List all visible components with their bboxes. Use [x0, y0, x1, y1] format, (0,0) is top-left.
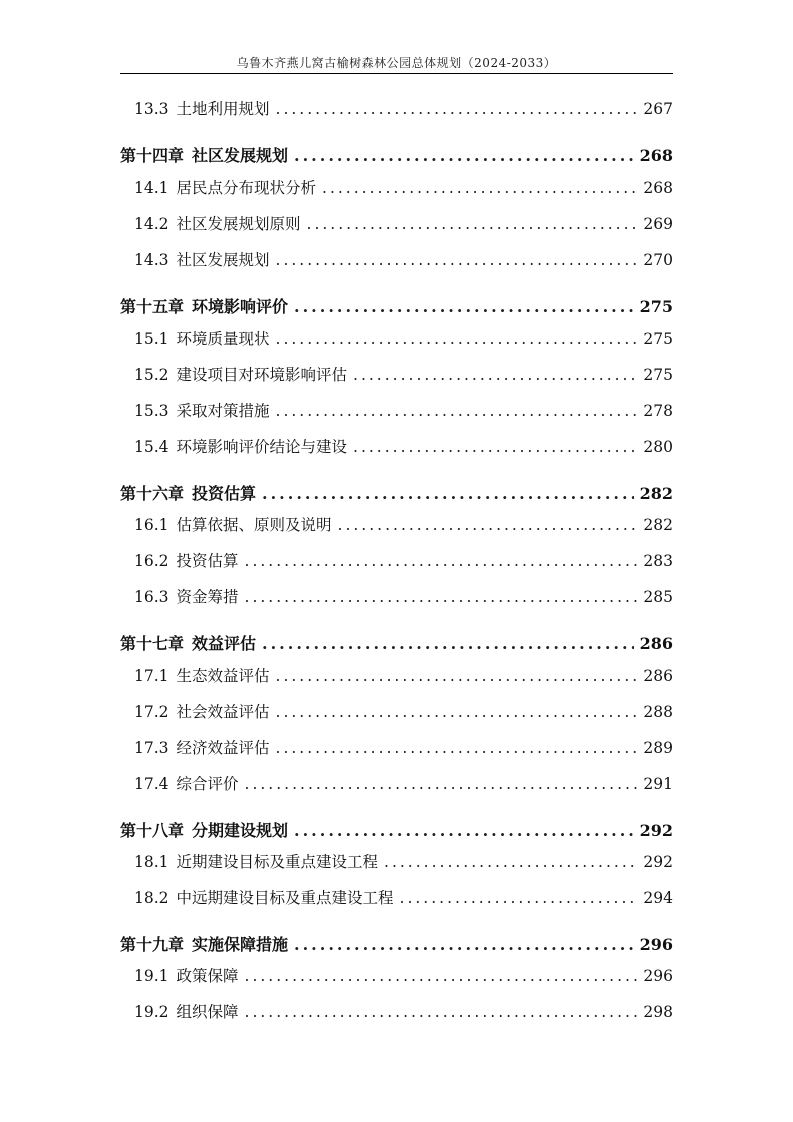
toc-leader-dots	[276, 251, 638, 269]
toc-chapter-page: 268	[639, 146, 673, 165]
toc-entry[interactable]	[134, 363, 673, 385]
toc-leader-dots	[262, 484, 634, 503]
toc-entry-number: 19.1	[134, 967, 169, 985]
toc-leader-dots	[294, 297, 634, 316]
toc-chapter-title: 效益评估	[192, 634, 257, 653]
toc-chapter[interactable]	[120, 143, 673, 166]
toc-entry-title: 土地利用规划	[176, 100, 270, 118]
toc-chapter-number: 第十六章	[120, 484, 185, 503]
toc-entry[interactable]	[134, 513, 673, 535]
toc-entry-number: 16.1	[134, 516, 169, 534]
toc-entry-title: 采取对策措施	[176, 402, 270, 420]
toc-entry-page: 298	[643, 1003, 673, 1021]
toc-entry-title: 政策保障	[176, 967, 239, 985]
toc-leader-dots	[294, 821, 634, 840]
toc-entry-number: 16.2	[134, 552, 169, 570]
toc-entry-page: 285	[643, 588, 673, 606]
toc-leader-dots	[338, 516, 638, 534]
toc-chapter-title: 实施保障措施	[192, 935, 289, 954]
toc-chapter-title: 环境影响评价	[192, 297, 289, 316]
toc-entry[interactable]	[134, 176, 673, 198]
toc-entry[interactable]	[134, 886, 673, 908]
toc-leader-dots	[245, 552, 638, 570]
toc-entry-page: 291	[643, 775, 673, 793]
toc-leader-dots	[262, 634, 634, 653]
toc-entry-number: 17.1	[134, 667, 169, 685]
page-header-title: 乌鲁木齐燕儿窝古榆树森林公园总体规划（2024-2033）	[236, 56, 557, 70]
toc-entry-title: 社会效益评估	[176, 703, 270, 721]
toc-chapter-title: 社区发展规划	[192, 146, 289, 165]
toc-entry-number: 14.1	[134, 179, 169, 197]
toc-chapter-number: 第十七章	[120, 634, 185, 653]
toc-entry-title: 中远期建设目标及重点建设工程	[176, 889, 394, 907]
toc-chapter-number: 第十九章	[120, 935, 185, 954]
toc-chapter-page: 282	[639, 484, 673, 503]
toc-chapter-page: 292	[639, 821, 673, 840]
toc-entry[interactable]	[134, 212, 673, 234]
toc-entry[interactable]	[134, 850, 673, 872]
toc-leader-dots	[294, 146, 634, 165]
toc-entry-page: 294	[643, 889, 673, 907]
toc-leader-dots	[245, 588, 638, 606]
toc-entry-title: 社区发展规划	[176, 251, 270, 269]
toc-leader-dots	[384, 853, 637, 871]
toc-entry-title: 居民点分布现状分析	[176, 179, 317, 197]
toc-entry-page: 275	[643, 366, 673, 384]
toc-entry-number: 14.2	[134, 215, 169, 233]
toc-chapter-number: 第十四章	[120, 146, 185, 165]
toc-entry-number: 13.3	[134, 100, 169, 118]
toc-entry-page: 270	[643, 251, 673, 269]
toc-entry-title: 资金筹措	[176, 588, 239, 606]
toc-entry[interactable]	[134, 585, 673, 607]
toc-entry-title: 环境质量现状	[176, 330, 270, 348]
toc-entry-page: 288	[643, 703, 673, 721]
toc-entry-number: 17.3	[134, 739, 169, 757]
toc-entry[interactable]	[134, 248, 673, 270]
toc-entry-page: 296	[643, 967, 673, 985]
toc-leader-dots	[294, 935, 634, 954]
toc-leader-dots	[307, 215, 638, 233]
toc-chapter-page: 286	[639, 634, 673, 653]
toc-entry[interactable]	[134, 964, 673, 986]
toc-entry-page: 289	[643, 739, 673, 757]
toc-chapter[interactable]	[120, 932, 673, 955]
toc-entry[interactable]	[134, 700, 673, 722]
toc-leader-dots	[353, 366, 637, 384]
toc-leader-dots	[322, 179, 637, 197]
toc-entry[interactable]	[134, 664, 673, 686]
toc-chapter-page: 296	[639, 935, 673, 954]
toc-entry-page: 268	[643, 179, 673, 197]
toc-chapter-number: 第十八章	[120, 821, 185, 840]
toc-entry[interactable]	[134, 549, 673, 571]
toc-entry-page: 278	[643, 402, 673, 420]
toc-entry-number: 15.2	[134, 366, 169, 384]
toc-leader-dots	[245, 1003, 638, 1021]
toc-chapter[interactable]	[120, 481, 673, 504]
toc-entry-title: 经济效益评估	[176, 739, 270, 757]
toc-entry-title: 综合评价	[176, 775, 239, 793]
toc-entry-number: 15.4	[134, 438, 169, 456]
toc-entry-page: 275	[643, 330, 673, 348]
toc-leader-dots	[245, 775, 638, 793]
toc-entry[interactable]	[134, 1000, 673, 1022]
toc-chapter[interactable]	[120, 294, 673, 317]
toc-entry-title: 社区发展规划原则	[176, 215, 301, 233]
toc-chapter-number: 第十五章	[120, 297, 185, 316]
toc-leader-dots	[276, 402, 638, 420]
toc-entry-number: 16.3	[134, 588, 169, 606]
toc-leader-dots	[400, 889, 638, 907]
toc-entry-number: 17.2	[134, 703, 169, 721]
toc-chapter[interactable]	[120, 818, 673, 841]
toc-chapter-title: 投资估算	[192, 484, 257, 503]
toc-leader-dots	[245, 967, 638, 985]
toc-entry-number: 17.4	[134, 775, 169, 793]
toc-entry-title: 估算依据、原则及说明	[176, 516, 332, 534]
toc-chapter[interactable]	[120, 631, 673, 654]
toc-leader-dots	[276, 703, 638, 721]
toc-entry-number: 18.1	[134, 853, 169, 871]
toc-entry-page: 286	[643, 667, 673, 685]
toc-leader-dots	[276, 330, 638, 348]
toc-entry-title: 投资估算	[176, 552, 239, 570]
toc-chapter-title: 分期建设规划	[192, 821, 289, 840]
toc-entry-page: 283	[643, 552, 673, 570]
toc-entry[interactable]	[134, 327, 673, 349]
toc-entry-number: 18.2	[134, 889, 169, 907]
toc-entry-number: 15.3	[134, 402, 169, 420]
toc-entry[interactable]	[134, 772, 673, 794]
toc-entry-number: 19.2	[134, 1003, 169, 1021]
toc-entry-page: 282	[643, 516, 673, 534]
toc-entry-page: 267	[643, 100, 673, 118]
toc-leader-dots	[276, 100, 638, 118]
toc-chapter-page: 275	[639, 297, 673, 316]
toc-entry-title: 近期建设目标及重点建设工程	[176, 853, 379, 871]
toc-entry[interactable]	[134, 736, 673, 758]
toc-entry-title: 生态效益评估	[176, 667, 270, 685]
toc-entry-title: 组织保障	[176, 1003, 239, 1021]
toc-entry[interactable]	[134, 97, 673, 119]
toc-entry[interactable]	[134, 435, 673, 457]
toc-entry-title: 环境影响评价结论与建设	[176, 438, 348, 456]
toc-entry-page: 269	[643, 215, 673, 233]
toc-leader-dots	[276, 739, 638, 757]
toc-leader-dots	[353, 438, 637, 456]
toc-entry-number: 14.3	[134, 251, 169, 269]
toc-entry-number: 15.1	[134, 330, 169, 348]
toc-entry-title: 建设项目对环境影响评估	[176, 366, 348, 384]
toc-entry[interactable]	[134, 399, 673, 421]
toc-entry-page: 292	[643, 853, 673, 871]
toc-leader-dots	[276, 667, 638, 685]
toc-entry-page: 280	[643, 438, 673, 456]
